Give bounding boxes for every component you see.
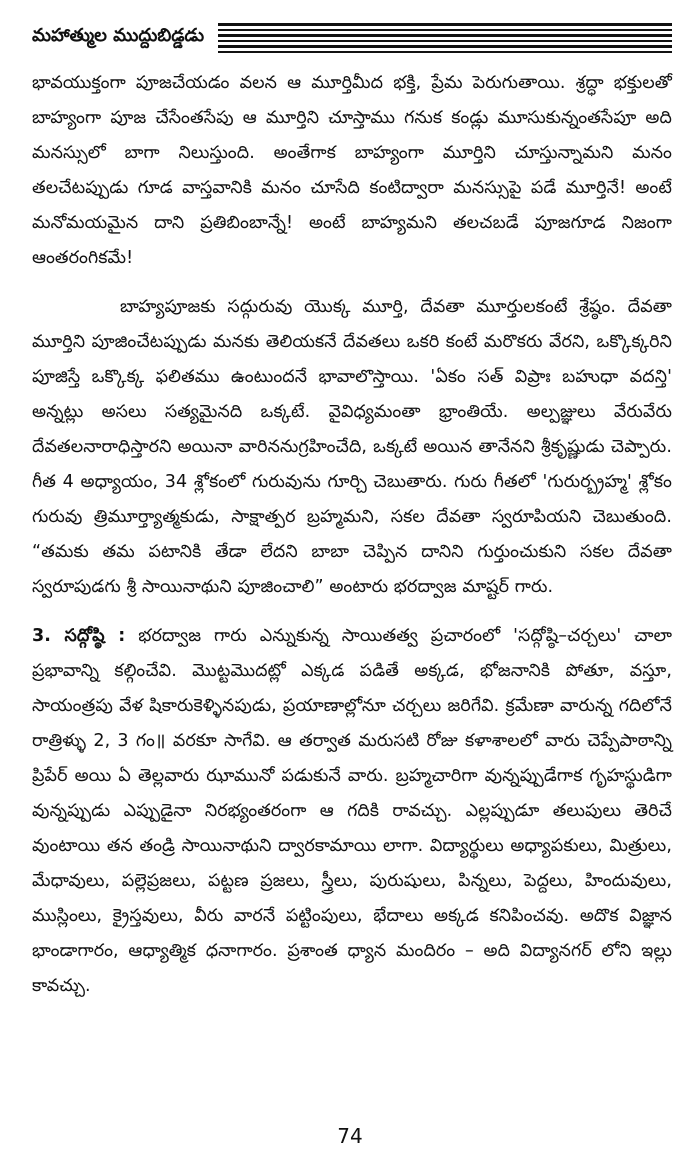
paragraph-1: భావయుక్తంగా పూజచేయడం వలన ఆ మూర్తిమీద భక్తి, ప్రేమ పెరుగుతాయి. శ్రద్ధా భక్తులతో బాహ్యంగా పూజ చేసేంతసేపు ఆ మూర్తిని చూస్తాము గనుక కండ్లు మూసుకున్నంతసేపూ అది మనస్సులో బాగా నిలుస్తుంది. అంతేగాక బాహ్యంగా మూర్తిని చూస్తున్నామని మనం తలచేటప్పుడు గూడ వాస్తవానికి మనం చూసేది కంటిద్వారా మనస్సుపై పడే మూర్తినే! అంటే మనోమయమైన దాని ప్రతిబింబాన్నే! అంటే బాహ్యమని తలచబడే పూజగూడ నిజంగా ఆంతరంగికమే! xyxy=(32,73,672,268)
running-head: మహాత్ముల ముద్దుబిడ్డడు xyxy=(32,24,205,46)
header-rule xyxy=(218,40,672,43)
header-rule xyxy=(218,23,672,26)
page-header xyxy=(32,18,672,56)
header-rules xyxy=(218,23,672,53)
header-rule xyxy=(218,45,672,48)
header-rule xyxy=(218,51,672,54)
paragraph-3-body: భరద్వాజ గారు ఎన్నుకున్న సాయితత్వ ప్రచారంలో 'సద్గోష్ఠి–చర్చలు' చాలా ప్రభావాన్ని కల్గించేవి. మొట్టమొదట్లో ఎక్కడ పడితే అక్కడ, భోజనానికి పోతూ, వస్తూ, సాయంత్రపు వేళ షికారుకెళ్ళినపుడు, ప్రయాణాల్లోనూ చర్చలు జరిగేవి. క్రమేణా వారున్న గదిలోనే రాత్రిళ్ళు 2, 3 గం॥ వరకూ సాగేవి. ఆ తర్వాత మరుసటి రోజు కళాశాలలో వారు చెప్పేపాఠాన్ని ప్రిపేర్ అయి ఏ తెల్లవారు ఝామునో పడుకునే వారు. బ్రహ్మచారిగా వున్నప్పుడేగాక గృహస్థుడిగా వున్నప్పుడు ఎప్పుడైనా నిరభ్యంతరంగా ఆ గదికి రావచ్చు. ఎల్లప్పుడూ తలుపులు తెరిచే వుంటాయి తన తండ్రి సాయినాథుని ద్వారకామాయి లాగా. విద్యార్థులు అధ్యాపకులు, మిత్రులు, మేధావులు, పల్లెప్రజలు, పట్టణ ప్రజలు, స్త్రీలు, పురుషులు, పిన్నలు, పెద్దలు, హిందువులు, ముస్లింలు, క్రైస్తవులు, వీరు వారనే పట్టింపులు, భేదాలు అక్కడ కనిపించవు. అదొక విజ్ఞాన భాండాగారం, ఆధ్యాత్మిక ధనాగారం. ప్రశాంత ధ్యాన మందిరం – అది విద్యానగర్ లోని ఇల్లు కావచ్చు. xyxy=(32,626,672,996)
page-number: 74 xyxy=(337,1124,363,1148)
paragraph-2: బాహ్యపూజకు సద్గురువు యొక్క మూర్తి, దేవతా మూర్తులకంటే శ్రేష్ఠం. దేవతా మూర్తిని పూజించేటప్పుడు మనకు తెలియకనే దేవతలు ఒకరి కంటే మరొకరు వేరని, ఒక్కొక్కరిని పూజిస్తే ఒక్కొక్క ఫలితము ఉంటుందనే భావాలొస్తాయి. 'ఏకం సత్ విప్రాః బహుధా వదన్తి' అన్నట్లు అసలు సత్యమైనది ఒక్కటే. వైవిధ్యమంతా భ్రాంతియే. అల్పజ్ఞులు వేరువేరు దేవతలనారాధిస్తారని అయినా వారిననుగ్రహించేది, ఒక్కటే అయిన తానేనని శ్రీకృష్ణుడు చెప్పారు. గీత 4 అధ్యాయం, 34 శ్లోకంలో గురువును గూర్చి చెబుతారు. గురు గీతలో 'గురుర్బ్రహ్మ' శ్లోకం గురువు త్రిమూర్త్యాత్మకుడు, సాక్షాత్పర బ్రహ్మమని, సకల దేవతా స్వరూపియని చెబుతుంది. “తమకు తమ పటానికి తేడా లేదని బాబా చెప్పిన దానిని గుర్తుంచుకుని సకల దేవతా స్వరూపుడగు శ్రీ సాయినాథుని పూజించాలి” అంటారు భరద్వాజ మాష్టర్ గారు. xyxy=(32,297,672,597)
header-rule xyxy=(218,34,672,37)
section-heading: 3. సద్గోష్ఠి : xyxy=(32,626,126,646)
paragraph-3 xyxy=(32,619,672,1004)
header-rule xyxy=(218,29,672,32)
